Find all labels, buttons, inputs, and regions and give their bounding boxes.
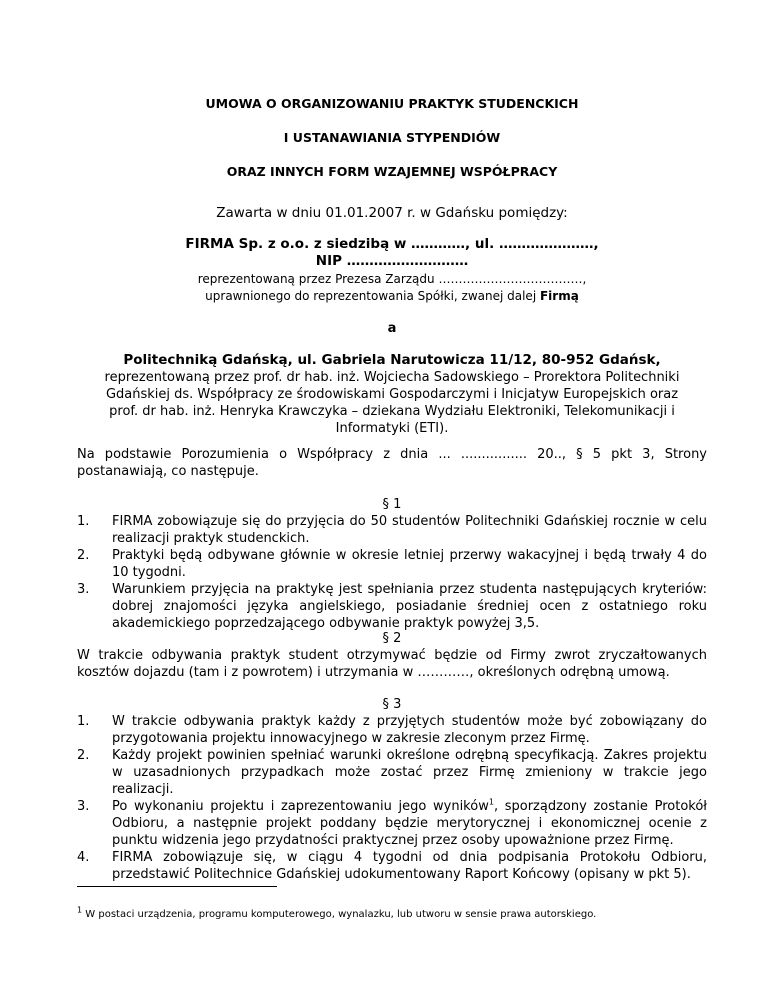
section-2-heading: § 2: [382, 631, 402, 646]
agreement-basis: Na podstawie Porozumienia o Współpracy z dnia ... ................ 20.., § 5 pkt 3, Strony postanawiają, co następuje.: [77, 447, 707, 479]
title-line-3: ORAZ INNYCH FORM WZAJEMNEJ WSPÓŁPRACY: [226, 164, 558, 179]
list-item: 2. Praktyki będą odbywane głównie w okresie letniej przerwy wakacyjnej i będą trwały 4 do 10 tygodni.: [77, 548, 707, 580]
section-1-heading: § 1: [382, 497, 402, 512]
footnote-separator: [77, 886, 277, 887]
list-item: 4. FIRMA zobowiązuje się, w ciągu 4 tygodni od dnia podpisania Protokołu Odbioru, przedstawić Politechnice Gdańskiej udokumentowany Raport Końcowy (opisany w pkt 5).: [77, 850, 707, 882]
list-item: 1. FIRMA zobowiązuje się do przyjęcia do 50 studentów Politechniki Gdańskiej rocznie w celu realizacji praktyk studenckich.: [77, 514, 707, 546]
university-name: Politechniką Gdańską, ul. Gabriela Narutowicza 11/12, 80-952 Gdańsk,: [123, 352, 661, 368]
firm-address: FIRMA Sp. z o.o. z siedzibą w …………, ul. …………………,: [185, 236, 599, 252]
firm-representative: reprezentowaną przez Prezesa Zarządu ………………………………,: [197, 272, 587, 286]
section-3-list: [77, 713, 707, 883]
list-item: 2. Każdy projekt powinien spełniać warunki określone odrębną specyfikacją. Zakres projektu w uzasadnionych przypadkach może zostać przez Firmę zmieniony w trakcie jego realizacji.: [77, 748, 707, 797]
title-line-1: UMOWA O ORGANIZOWANIU PRAKTYK STUDENCKICH: [205, 96, 579, 111]
list-item: 3. Po wykonaniu projektu i zaprezentowaniu jego wyników$^1$, sporządzony zostanie Protokół Odbioru, a następnie projekt poddany będzie merytorycznej i ekonomicznej ocenie z punktu widzenia jego przydatności praktycznej przez osoby upoważnione przez Firmę.: [77, 797, 707, 848]
firm-authorization-text: uprawnionego do reprezentowania Spółki, zwanej dalej: [205, 289, 537, 303]
university-representatives: reprezentowaną przez prof. dr hab. inż. Wojciecha Sadowskiego – Prorektora Politechniki Gdańskiej ds. Współpracy ze środowiskami Gospodarczymi i Inicjatyw Europejskich oraz prof. dr hab. inż. Henryka Krawczyka – dziekana Wydziału Elektroniki, Telekomunikacji i Informatyki (ETI).: [104, 370, 680, 436]
section-3-heading: § 3: [382, 697, 402, 712]
footnote: [77, 905, 707, 921]
title-line-2: I USTANAWIANIA STYPENDIÓW: [283, 130, 501, 145]
list-item: 3. Warunkiem przyjęcia na praktykę jest spełniania przez studenta następujących kryteriów: dobrej znajomości języka angielskiego, posiadanie średniej ocen z ostatniego roku akademickiego poprzedzającego odbywanie praktyk powyżej 3,5.: [77, 582, 707, 631]
firm-term: Firmą: [539, 289, 579, 303]
section-2-text: W trakcie odbywania praktyk student otrzymywać będzie od Firmy zwrot zryczałtowanych kosztów dojazdu (tam i z powrotem) i utrzymania w …………, określonych odrębną umową.: [77, 648, 707, 680]
firm-nip: NIP ………………………: [315, 253, 469, 269]
section-1-list: [77, 513, 707, 632]
footnote-reference[interactable]: 1: [488, 797, 494, 807]
contract-date: Zawarta w dniu 01.01.2007 r. w Gdańsku pomiędzy:: [216, 205, 568, 221]
firm-authorization: [77, 288, 707, 305]
footnote-mark: 1: [77, 905, 83, 915]
footnote-text: W postaci urządzenia, programu komputerowego, wynalazku, lub utworu w sensie prawa autorskiego.: [85, 909, 597, 920]
conjunction: a: [387, 321, 397, 336]
list-item: 1. W trakcie odbywania praktyk każdy z przyjętych studentów może być zobowiązany do przygotowania projektu innowacyjnego w zakresie zleconym przez Firmę.: [77, 714, 707, 746]
